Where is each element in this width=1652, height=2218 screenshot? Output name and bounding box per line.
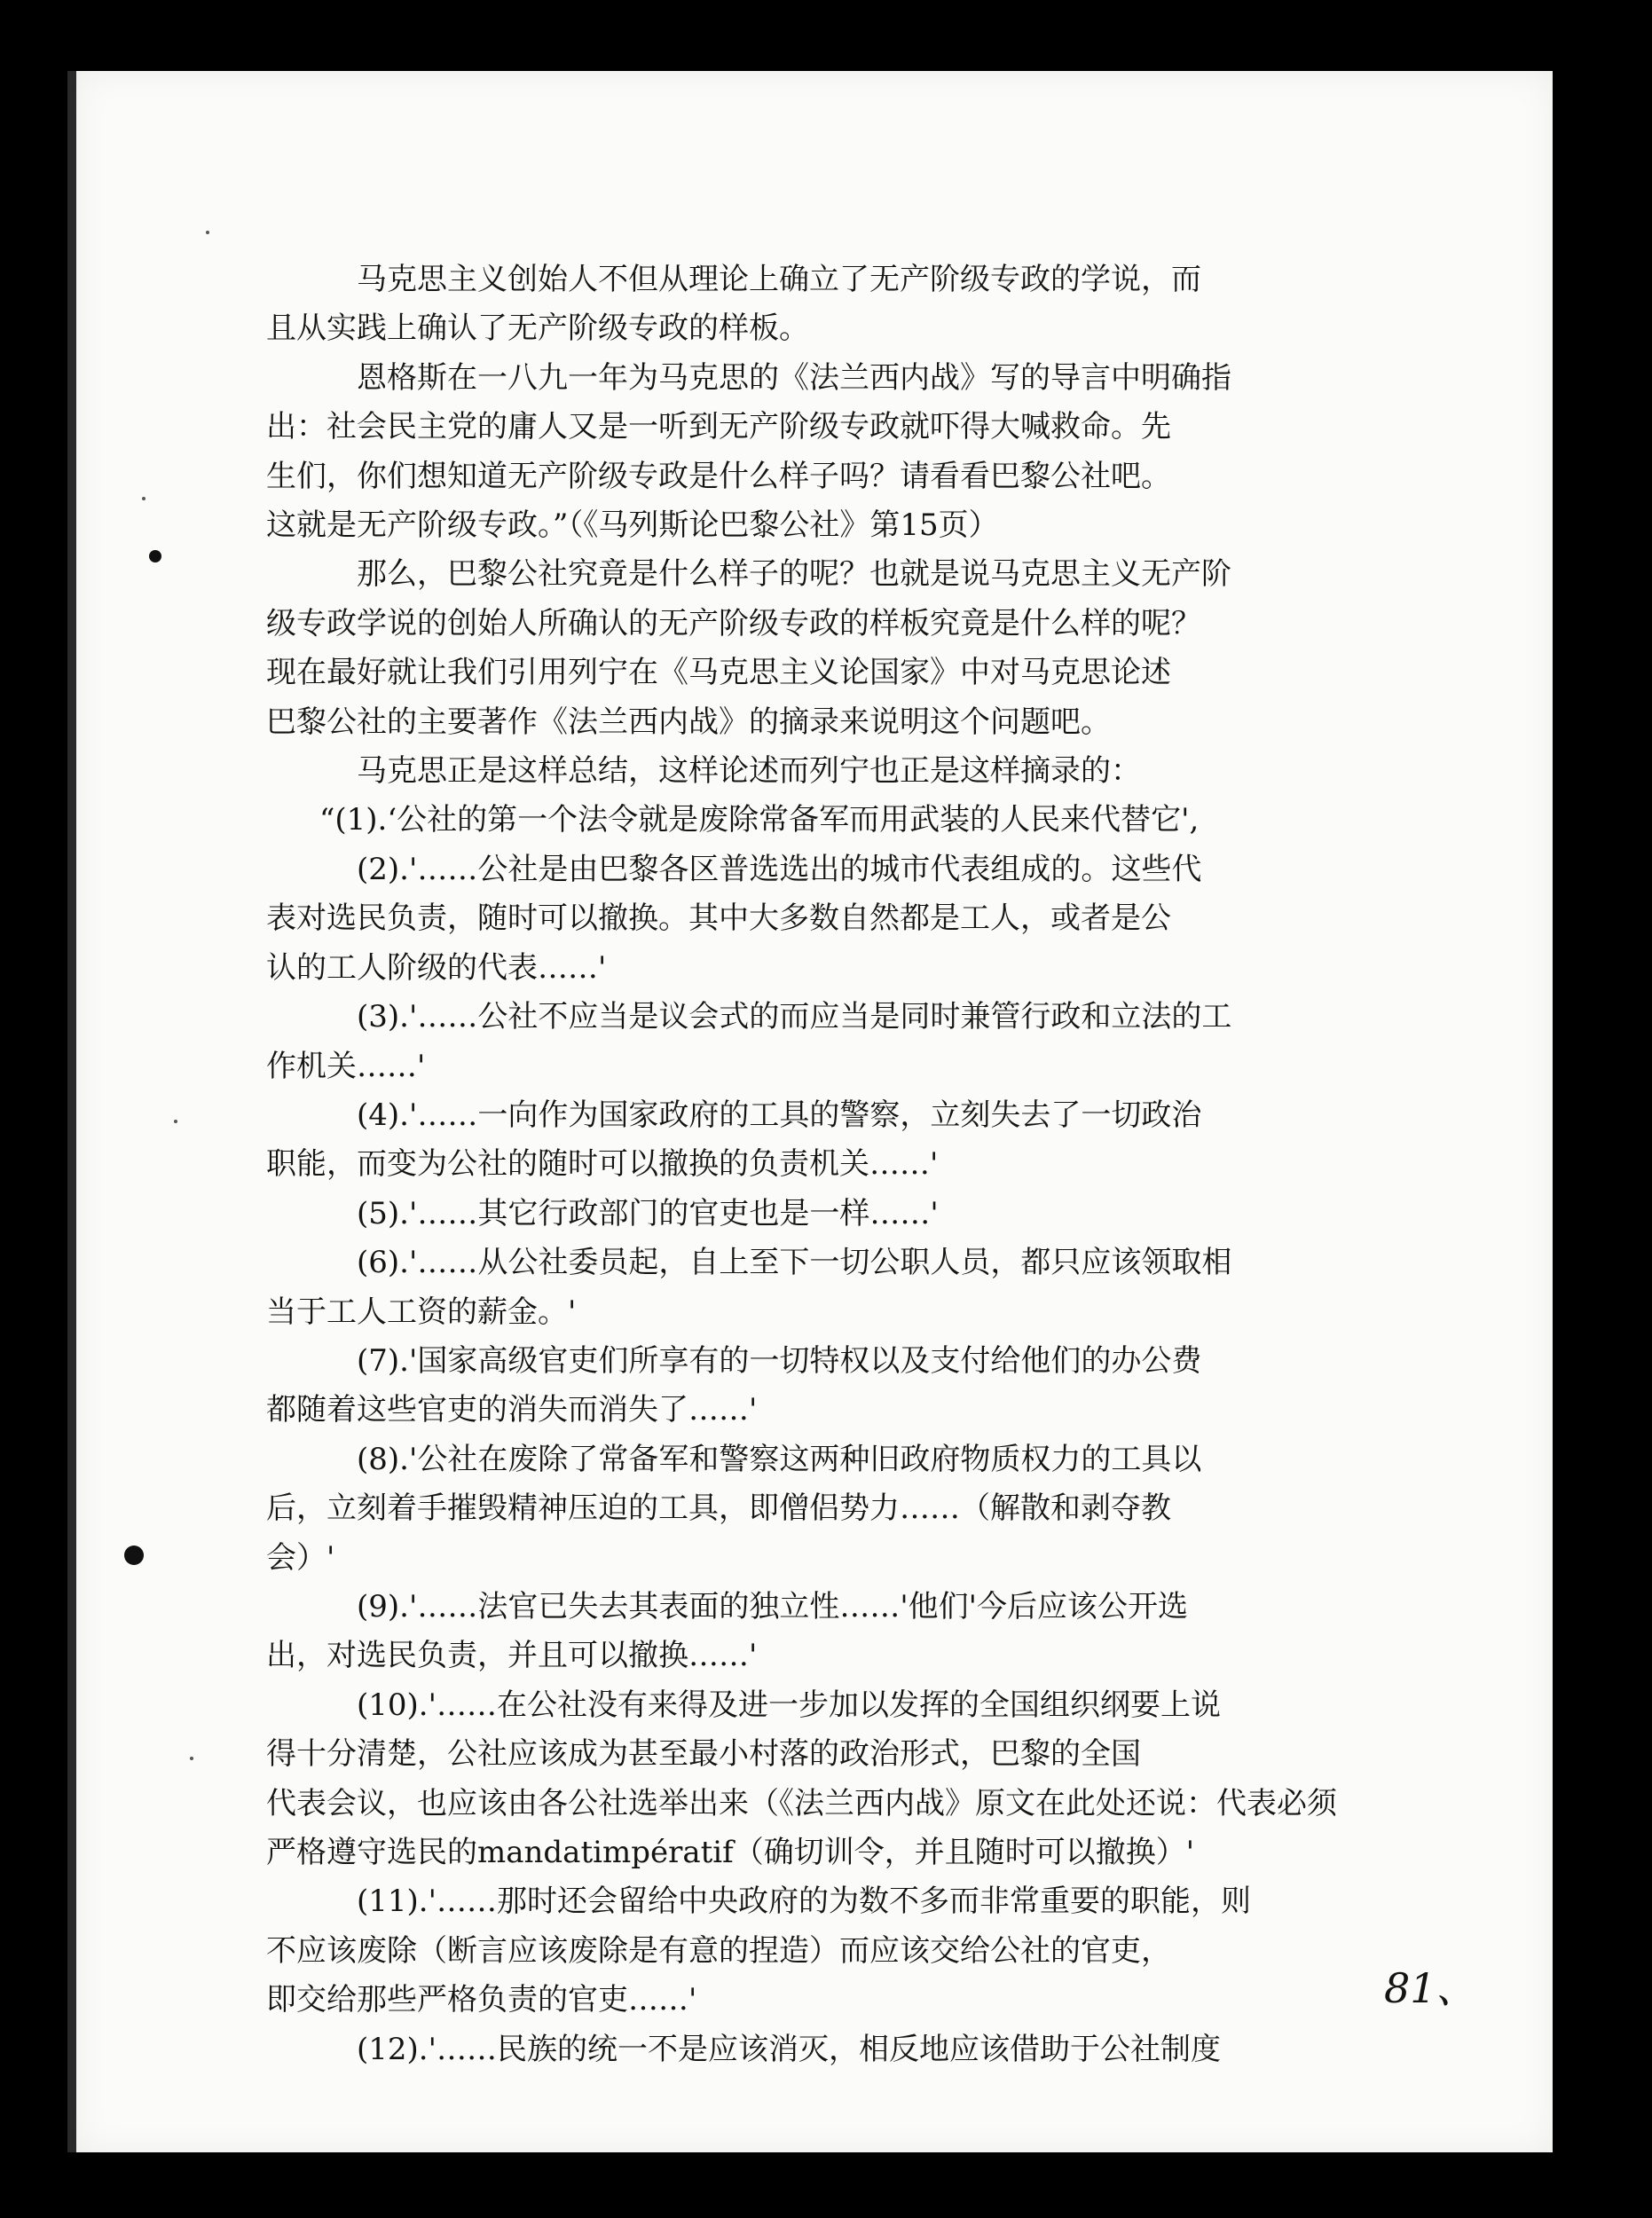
text-line: 生们，你们想知道无产阶级专政是什么样子吗？请看看巴黎公社吧。 <box>266 458 1171 494</box>
text-line: 马克思主义创始人不但从理论上确立了无产阶级专政的学说，而 <box>357 262 1201 297</box>
text-line: 那么，巴黎公社究竟是什么样子的呢？也就是说马克思主义无产阶 <box>357 556 1231 593</box>
binding-hole-top <box>149 550 161 562</box>
text-line: (10).'……在公社没有来得及进一步加以发挥的全国组织纲要上说 <box>357 1687 1221 1723</box>
text-line: 这就是无产阶级专政。”（《马列斯论巴黎公社》第15页） <box>266 507 999 544</box>
text-line: 会）' <box>266 1539 335 1576</box>
text-line: (12).'……民族的统一不是应该消灭，相反地应该借助于公社制度 <box>357 2031 1221 2067</box>
text-line: 得十分清楚，公社应该成为甚至最小村落的政治形式，巴黎的全国 <box>266 1736 1141 1773</box>
text-line: 出，对选民负责，并且可以撤换……' <box>266 1638 758 1674</box>
text-line: 出：社会民主党的庸人又是一听到无产阶级专政就吓得大喊救命。先 <box>266 409 1171 445</box>
text-line: (4).'……一向作为国家政府的工具的警察，立刻失去了一切政治 <box>357 1097 1202 1133</box>
text-line: 巴黎公社的主要著作《法兰西内战》的摘录来说明这个问题吧。 <box>266 704 1111 740</box>
text-line: 作机关……' <box>266 1048 426 1084</box>
document-body <box>266 256 1508 2074</box>
speck <box>190 1757 193 1760</box>
text-line: 马克思正是这样总结，这样论述而列宁也正是这样摘录的： <box>357 753 1141 790</box>
text-line: 都随着这些官吏的消失而消失了……' <box>266 1392 758 1428</box>
text-line: (7).'国家高级官吏们所享有的一切特权以及支付给他们的办公费 <box>357 1342 1202 1379</box>
text-line: 当于工人工资的薪金。' <box>266 1294 577 1330</box>
text-line: (5).'……其它行政部门的官吏也是一样……' <box>357 1195 939 1231</box>
text-line: 级专政学说的创始人所确认的无产阶级专政的样板究竟是什么样的呢？ <box>266 605 1201 641</box>
paper-edge <box>67 71 76 2152</box>
text-line: 表对选民负责，随时可以撤换。其中大多数自然都是工人，或者是公 <box>266 901 1171 937</box>
text-line: (2).'……公社是由巴黎各区普选选出的城市代表组成的。这些代 <box>357 851 1202 887</box>
text-line: (9).'……法官已失去其表面的独立性……'他们'今后应该公开选 <box>357 1588 1189 1624</box>
text-line: (8).'公社在废除了常备军和警察这两种旧政府物质权力的工具以 <box>357 1441 1202 1477</box>
text-line: 即交给那些严格负责的官吏……' <box>266 1982 697 2018</box>
text-line: (3).'……公社不应当是议会式的而应当是同时兼管行政和立法的工 <box>357 999 1232 1035</box>
binding-hole-bottom <box>124 1546 144 1565</box>
text-line: 代表会议，也应该由各公社选举出来（《法兰西内战》原文在此处还说：代表必须 <box>266 1785 1337 1821</box>
speck <box>142 497 146 500</box>
text-line: “(1).‘公社的第一个法令就是废除常备军而用武装的人民来代替它', <box>319 802 1200 838</box>
text-line: (11).'……那时还会留给中央政府的为数不多而非常重要的职能，则 <box>357 1884 1251 1920</box>
text-line: 认的工人阶级的代表……' <box>266 949 607 986</box>
text-line: 严格遵守选民的mandatimpératif（确切训令，并且随时可以撤换）' <box>266 1835 1195 1870</box>
text-line: 不应该废除（断言应该废除是有意的捏造）而应该交给公社的官吏， <box>266 1932 1171 1969</box>
text-line: 后，立刻着手摧毁精神压迫的工具，即僧侣势力……（解散和剥夺教 <box>266 1490 1171 1527</box>
page-number: 81、 <box>1384 1964 1477 2012</box>
speck <box>174 1120 177 1123</box>
speck <box>206 231 209 234</box>
text-line: 职能，而变为公社的随时可以撤换的负责机关……' <box>266 1146 939 1183</box>
text-line: 现在最好就让我们引用列宁在《马克思主义论国家》中对马克思论述 <box>266 655 1171 691</box>
text-line: (6).'……从公社委员起，自上至下一切公职人员，都只应该领取相 <box>357 1245 1232 1281</box>
text-line: 恩格斯在一八九一年为马克思的《法兰西内战》写的导言中明确指 <box>357 359 1231 396</box>
text-line: 且从实践上确认了无产阶级专政的样板。 <box>266 311 809 347</box>
